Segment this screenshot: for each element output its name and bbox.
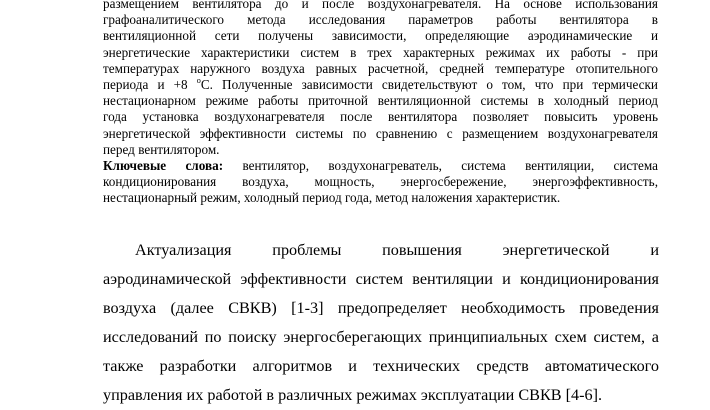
abstract xyxy=(103,0,658,206)
body-line-3: воздуха (далее СВКВ) [1-3] предопределяет необходимость проведения xyxy=(103,299,659,317)
period-text-before: периода и +8 xyxy=(103,76,197,92)
abstract-line-2: графоаналитического метода исследования параметров работы вентилятора в xyxy=(103,12,658,28)
body-line-2: аэродинамической эффективности систем вентиляции и кондиционирования xyxy=(103,270,659,288)
keywords-line-3: нестационарный режим, холодный период года, метод наложения характеристик. xyxy=(103,190,561,206)
body-line-5: также разработки алгоритмов и технических средств автоматического xyxy=(103,357,659,375)
abstract-line-3: вентиляционной сети получены зависимости, определяющие аэродинамические и xyxy=(103,28,658,44)
abstract-line-4: энергетические характеристики систем в трех характерных режимах их работы - при xyxy=(103,44,658,60)
keywords-line-1 xyxy=(103,158,658,174)
body-line-1: Актуализация проблемы повышения энергетической и xyxy=(135,241,659,259)
keywords-label: Ключевые слова: xyxy=(103,157,224,173)
body-line-4: исследований по поиску энергосберегающих принципиальных схем систем, а xyxy=(103,328,659,346)
keywords-line-2: кондиционирования воздуха, мощность, энергосбережение, энергоэффективность, xyxy=(103,174,658,190)
abstract-line-9: энергетической эффективности системы по сравнению с размещением воздухонагревателя xyxy=(103,125,658,141)
abstract-line-8: года установка воздухонагревателя после вентилятора позволяет повысить уровень xyxy=(103,109,658,125)
body-line-6: управления их работой в различных режимах эксплуатации СВКВ [4-6]. xyxy=(103,386,603,404)
abstract-line-10: перед вентилятором. xyxy=(103,141,220,157)
degree-superscript: o xyxy=(196,75,201,85)
abstract-line-7: нестационарном режиме работы приточной вентиляционной системы в холодный период xyxy=(103,93,658,109)
abstract-line-5: температурах наружного воздуха равных расчетной, средней температуре отопительного xyxy=(103,60,658,76)
keywords-text-1: вентилятор, воздухонагреватель, система вентиляции, система xyxy=(223,157,658,173)
period-text-after: С. Полученные зависимости свидетельствуют о том, что при термически xyxy=(200,76,658,92)
abstract-line-1: размещением вентилятора до и после воздухонагревателя. На основе использования xyxy=(103,0,658,11)
body-paragraph xyxy=(103,236,659,410)
abstract-line-6 xyxy=(103,77,658,93)
